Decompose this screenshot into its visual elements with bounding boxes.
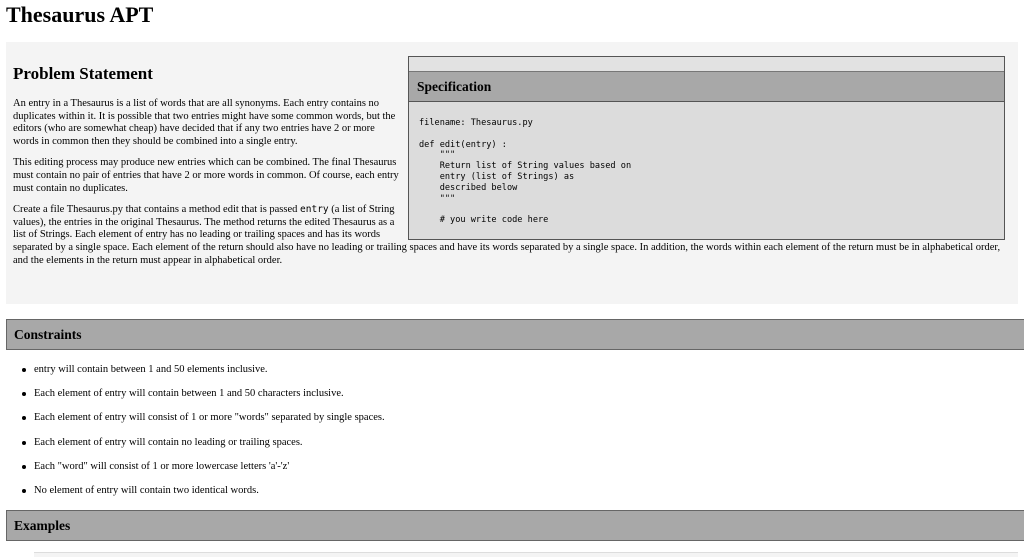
- problem-paragraph-2: This editing process may produce new entries which can be combined. The final Thesaurus must contain no pair of entries that have 2 or more words in common. Of course, each entry must contain no duplicates.: [13, 157, 399, 194]
- constraints-heading: Constraints: [6, 319, 1024, 350]
- examples-content-edge: [34, 552, 1018, 557]
- problem-statement-panel: [6, 42, 1018, 304]
- examples-heading: Examples: [6, 510, 1024, 541]
- problem-paragraph-3-text-a: Create a file Thesaurus.py that contains a method edit that is passed: [13, 204, 301, 216]
- specification-code: filename: Thesaurus.py def edit(entry) : """ Return list of String values based on entry (list of Strings) as described below """ # you write code here: [419, 118, 632, 226]
- specification-heading: Specification: [409, 72, 1004, 102]
- entry-code-inline: entry: [300, 204, 329, 216]
- problem-statement-body: [13, 79, 1003, 276]
- constraint-item: No element of entry will contain two identical words.: [34, 485, 385, 509]
- specification-topbar: [409, 57, 1004, 72]
- problem-paragraph-1: An entry in a Thesaurus is a list of words that are all synonyms. Each entry contains no duplicates within it. It is possible that two entries might have some common words, but the editors (who are somewhat cheap) have decided that if any two entries have 2 or more words in common then they should be combined into a single entry.: [13, 98, 396, 147]
- constraint-item: Each element of entry will contain no leading or trailing spaces.: [34, 437, 385, 461]
- constraint-item: Each element of entry will contain between 1 and 50 characters inclusive.: [34, 388, 385, 412]
- constraint-item: Each element of entry will consist of 1 or more "words" separated by single spaces.: [34, 412, 385, 436]
- constraint-item: entry will contain between 1 and 50 elements inclusive.: [34, 364, 385, 388]
- problem-paragraph-3-text-b: (a list of String values), the entries in the original Thesaurus. The method returns the edited Thesaurus as a list of Strings. Each element of entry has no leading or trailing spaces and has its words separated by a single space. Each element of the return should also have no leading or trailing spaces and have its words separated by a single space. In addition, the words within each element of the return must be in alphabetical order, and the elements in the return must appear in alphabetical order.: [13, 204, 1001, 266]
- specification-box: [408, 56, 1005, 240]
- constraint-item: Each "word" will consist of 1 or more lowercase letters 'a'-'z': [34, 461, 385, 485]
- constraints-list: [34, 364, 385, 509]
- page-title: Thesaurus APT: [6, 2, 154, 27]
- problem-statement-heading: Problem Statement: [13, 64, 153, 83]
